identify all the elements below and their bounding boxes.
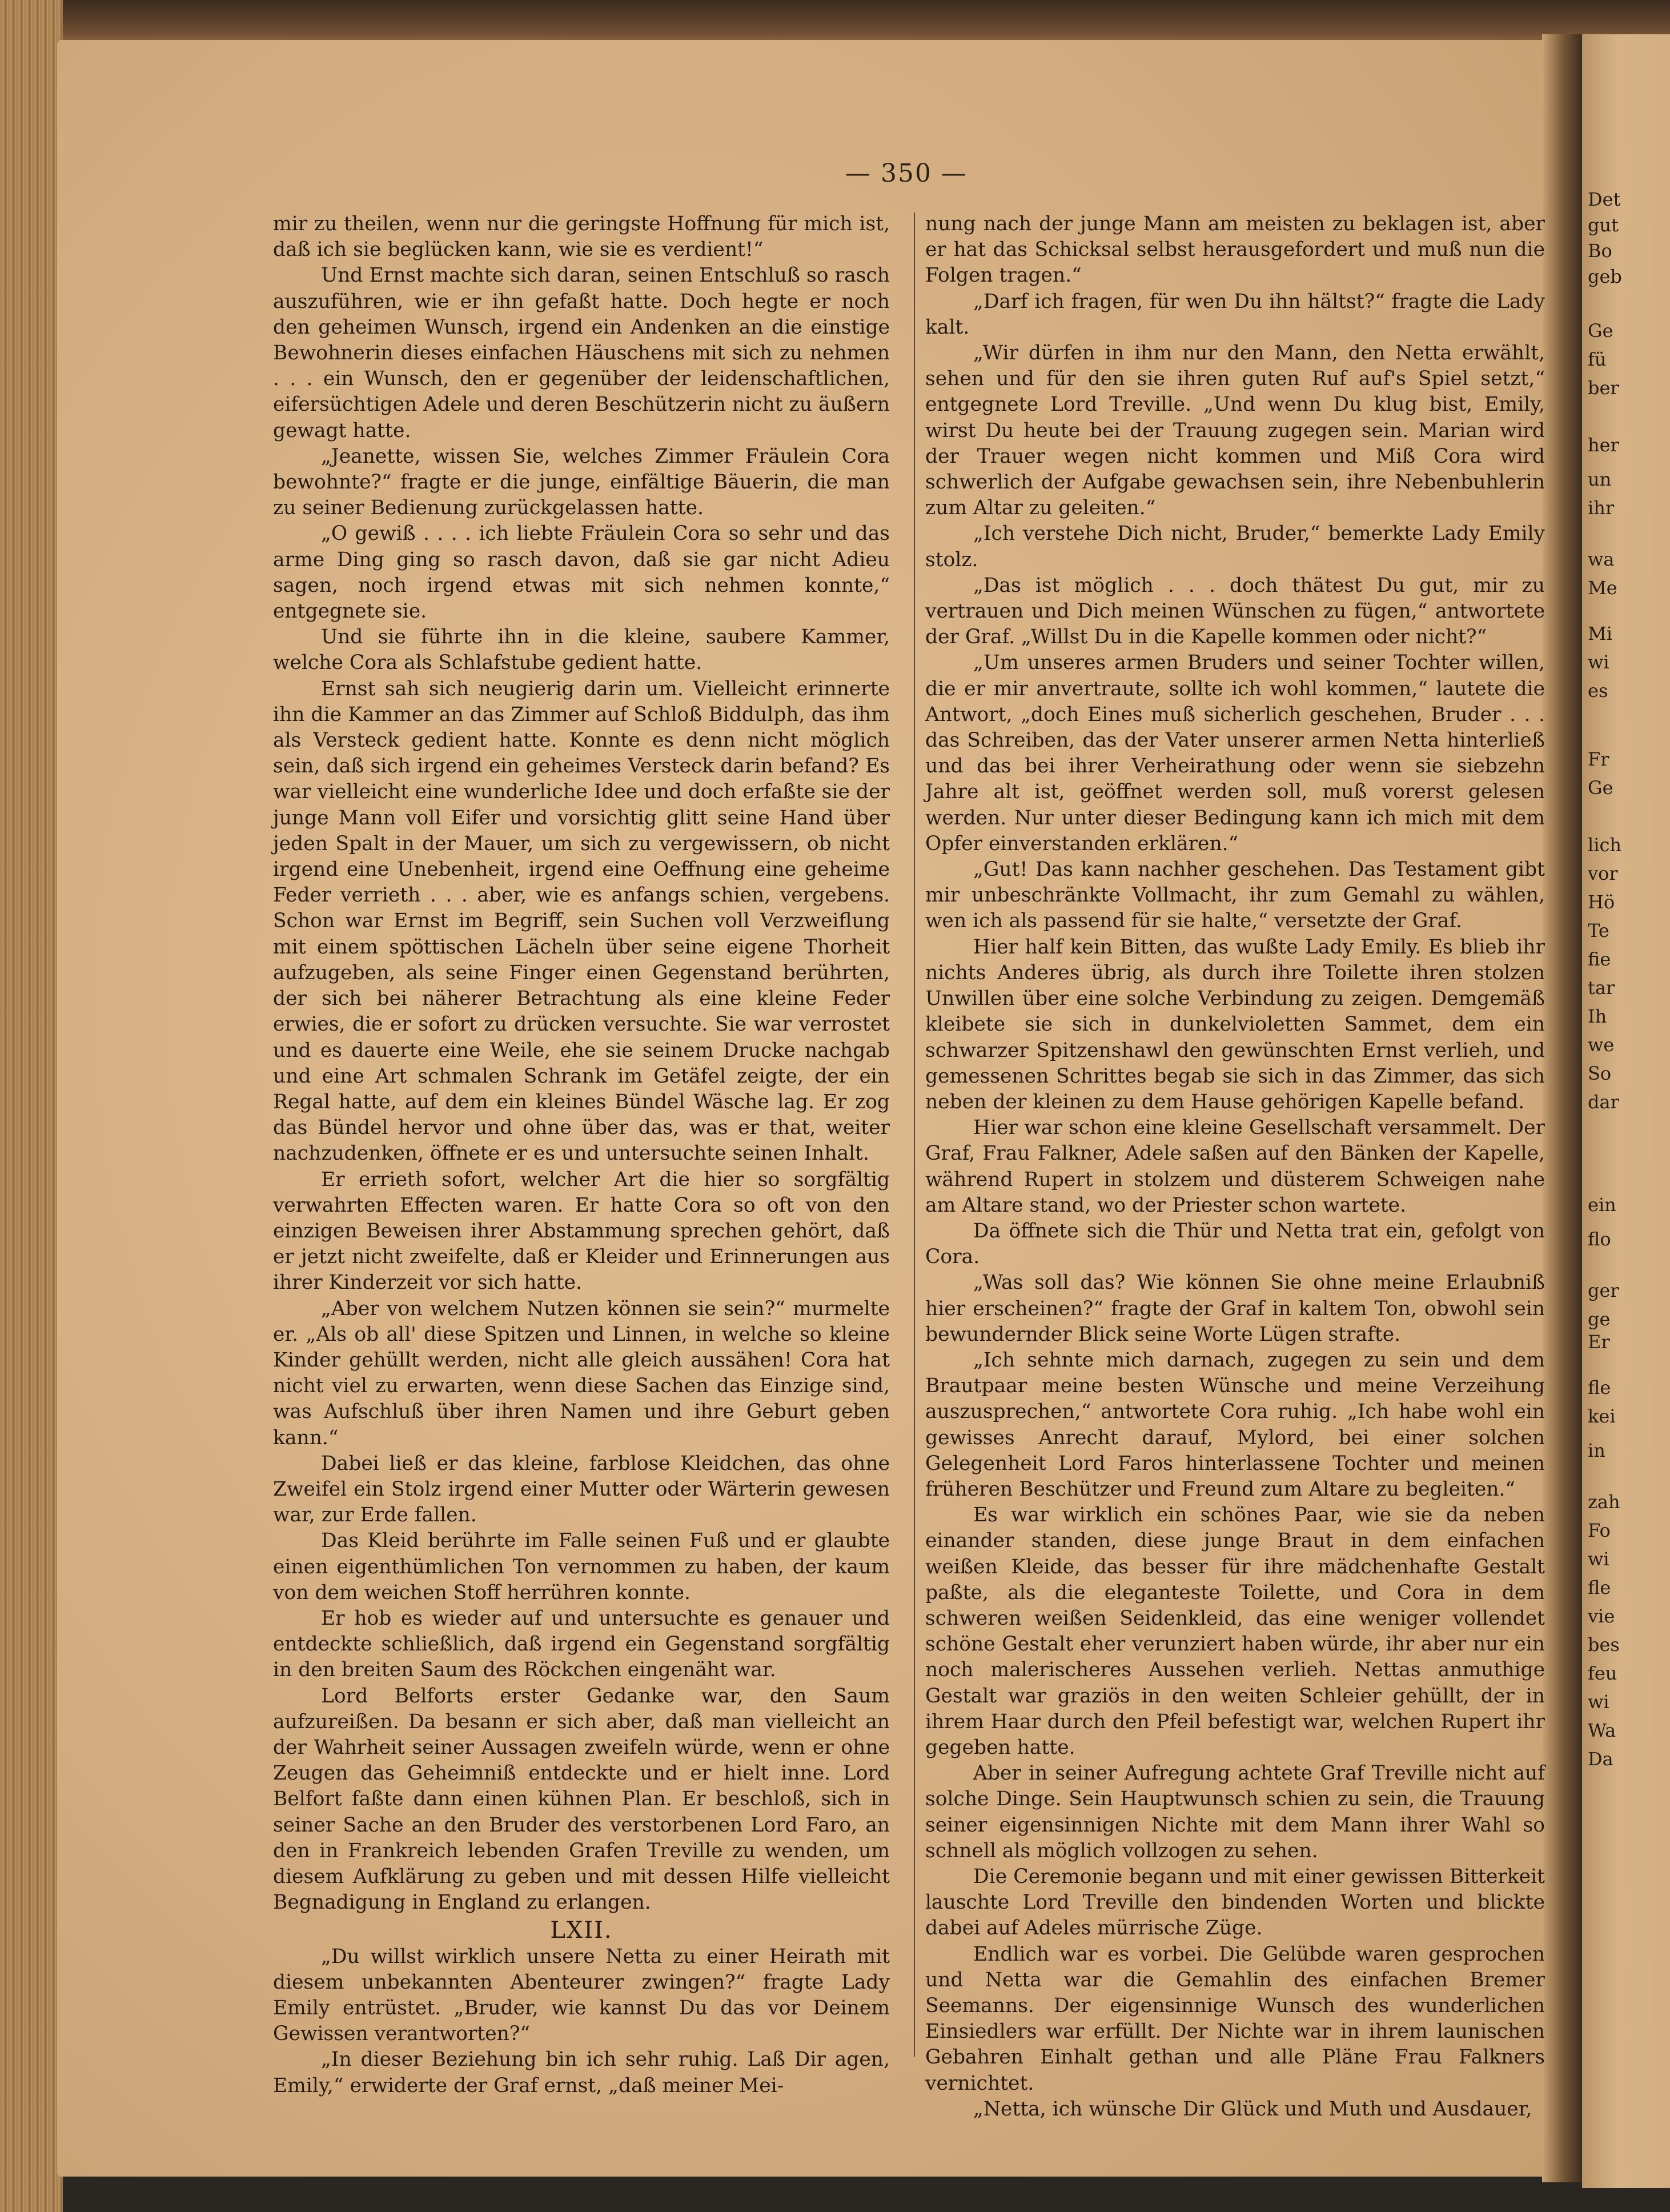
next-page-fragment: Da (1588, 1748, 1613, 1770)
paragraph: „Netta, ich wünsche Dir Glück und Muth und Ausdauer, (973, 2097, 1532, 2121)
paragraph: Dabei ließ er das kleine, farblose Kleidchen, das ohne Zweifel ein Stolz irgend einer Mutter oder Wärterin gewesen war, zur Erde fallen. (273, 1452, 890, 1527)
book-gutter (1542, 34, 1582, 2182)
paragraph: „Ich sehnte mich darnach, zugegen zu sein und dem Brautpaar meine besten Wünsche und meine Verzeihung auszusprechen,“ antwortete Cora ruhig. „Ich habe wohl ein gewisses Anrecht darauf, Mylord, bei einer solchen Gelegenheit Lord Faros hinterlassene Tochter und meinen früheren Beschützer und Freund zum Altare zu begleiten.“ (925, 1348, 1545, 1501)
next-page-fragment: Ih (1588, 1005, 1607, 1027)
next-page-fragment: Me (1588, 577, 1617, 599)
next-page-fragment: Wa (1588, 1720, 1616, 1741)
paragraph: „Das ist möglich . . . doch thätest Du gut, mir zu vertrauen und Dich meinen Wünschen zu fügen,“ antwortete der Graf. „Willst Du in die Kapelle kommen oder nicht?“ (925, 574, 1545, 649)
next-page-fragment: un (1588, 468, 1612, 490)
next-page-fragment: wi (1588, 1548, 1609, 1570)
next-page-fragment: wa (1588, 548, 1615, 570)
next-page-fragment: Hö (1588, 891, 1615, 913)
next-page-fragment: Det (1588, 189, 1621, 210)
paragraph: Und Ernst machte sich daran, seinen Entschluß so rasch auszuführen, wie er ihn gefaßt hatte. Doch hegte er noch den geheimen Wunsch, irgend ein Andenken an die einstige Bewohnerin dieses einfachen Häuschens mit sich zu nehmen . . . ein Wunsch, den er gegenüber der leidenschaftlichen, eifersüchtigen Adele und deren Beschützerin nicht zu äußern gewagt hatte. (273, 264, 890, 442)
next-page-fragment: fle (1588, 1377, 1611, 1398)
paragraph: „Ich verstehe Dich nicht, Bruder,“ bemerkte Lady Emily stolz. (925, 522, 1545, 571)
next-page-fragment: Mi (1588, 623, 1612, 644)
next-page-fragment: Fr (1588, 748, 1609, 770)
next-page-fragment: ein (1588, 1194, 1616, 1216)
next-page-fragment: es (1588, 680, 1608, 702)
next-page-fragment: fie (1588, 948, 1611, 970)
next-page-fragment: in (1588, 1440, 1605, 1461)
paragraph: Er errieth sofort, welcher Art die hier so sorgfältig verwahrten Effecten waren. Er hatte Cora so oft von den einzigen Beweisen ihrer Abstammung sprechen gehört, daß er jetzt nicht zweifelte, daß er Kleider und Erinnerungen aus ihrer Kinderzeit vor sich hatte. (273, 1168, 890, 1295)
paragraph: Das Kleid berührte im Falle seinen Fuß und er glaubte einen eigenthümlichen Ton vernommen zu haben, der kaum von dem weichen Stoff herrühren konnte. (273, 1529, 890, 1604)
next-page-fragment: zah (1588, 1491, 1620, 1513)
next-page-fragment: feu (1588, 1662, 1617, 1684)
paragraph: „Gut! Das kann nachher geschehen. Das Testament gibt mir unbeschränkte Vollmacht, ihr zum Gemahl zu wählen, wen ich als passend für sie halte,“ versetzte der Graf. (925, 858, 1545, 933)
next-page-fragment: fle (1588, 1577, 1611, 1598)
book-page-edges (0, 0, 63, 2212)
chapter-heading: LXII. (550, 1917, 613, 1944)
next-page-fragment: flo (1588, 1228, 1611, 1250)
paragraph: Es war wirklich ein schönes Paar, wie sie da neben einander standen, diese junge Braut in dem einfachen weißen Kleide, das besser für ihre mädchenhafte Gestalt paßte, als die eleganteste Toilette, und Cora in dem schweren weißen Seidenkleid, das eine weniger vollendet schöne Gestalt eher verunziert haben würde, ihr aber nur ein noch malerischeres Aussehen verlieh. Nettas anmuthige Gestalt war graziös in den weiten Schleier gehüllt, der in ihrem Haar durch den Pfeil befestigt war, welchen Rupert ihr gegeben hatte. (925, 1504, 1545, 1759)
paragraph: „Du willst wirklich unsere Netta zu einer Heirath mit diesem unbekannten Abenteurer zwingen?“ fragte Lady Emily entrüstet. „Bruder, wie kannst Du das vor Deinem Gewissen verantworten?“ (273, 1945, 890, 2046)
next-page-fragment: vie (1588, 1605, 1615, 1627)
next-page-fragment: vor (1588, 863, 1618, 884)
left-text-column (273, 211, 890, 2099)
next-page-fragment: fü (1588, 348, 1607, 370)
page-number: — 350 — (845, 159, 968, 188)
paragraph: Und sie führte ihn in die kleine, saubere Kammer, welche Cora als Schlafstube gedient hatte. (273, 626, 890, 675)
paragraph: „In dieser Beziehung bin ich sehr ruhig. Laß Dir agen, Emily,“ erwiderte der Graf ernst, „daß meiner Mei- (273, 2048, 890, 2097)
next-page-fragment: Te (1588, 920, 1609, 941)
next-page-fragment: ber (1588, 377, 1619, 399)
paragraph: Lord Belforts erster Gedanke war, den Saum aufzureißen. Da besann er sich aber, daß man vielleicht an der Wahrheit seiner Aussagen zweifeln würde, wenn er ohne Zeugen das Geheimniß entdeckte und er hielt inne. Lord Belfort faßte dann einen kühnen Plan. Er beschloß, sich in seiner Sache an den Bruder des verstorbenen Lord Faro, an den in Frankreich lebenden Grafen Treville zu wenden, um diesem Aufklärung zu geben und mit dessen Hilfe vielleicht Begnadigung in England zu erlangen. (273, 1684, 890, 1914)
next-page-fragment: ger (1588, 1280, 1619, 1301)
next-page-fragment: kei (1588, 1405, 1616, 1427)
paragraph: „Darf ich fragen, für wen Du ihn hältst?“ fragte die Lady kalt. (925, 290, 1545, 339)
next-page-edge (1582, 34, 1670, 2188)
paragraph: mir zu theilen, wenn nur die geringste Hoffnung für mich ist, daß ich sie beglücken kann, wie sie es verdient!“ (273, 213, 890, 262)
paragraph: nung nach der junge Mann am meisten zu beklagen ist, aber er hat das Schicksal selbst herausgefordert und muß nun die Folgen tragen.“ (925, 213, 1545, 287)
next-page-fragment: bes (1588, 1634, 1620, 1656)
paragraph: „Aber von welchem Nutzen können sie sein?“ murmelte er. „Als ob all' diese Spitzen und Linnen, in welche so kleine Kinder gehüllt werden, nicht alle gleich aussähen! Cora hat nicht viel zu erwarten, wenn diese Sachen das Einzige sind, was Aufschluß über ihren Namen und ihre Geburt geben kann.“ (273, 1297, 890, 1449)
next-page-fragment: ge (1588, 1308, 1611, 1330)
next-page-fragment: Er (1588, 1331, 1610, 1353)
next-page-fragment: Bo (1588, 240, 1612, 262)
next-page-fragment: Ge (1588, 320, 1613, 342)
next-page-fragment: gut (1588, 214, 1619, 236)
paragraph: Endlich war es vorbei. Die Gelübde waren gesprochen und Netta war die Gemahlin des einfachen Bremer Seemanns. Der eigensinnige Wunsch des wunderlichen Einsiedlers war erfüllt. Der Nichte war in ihrem launischen Gebahren Einhalt gethan und alle Pläne Frau Falkners vernichtet. (925, 1942, 1545, 2095)
next-page-fragment: geb (1588, 266, 1622, 287)
next-page-fragment: we (1588, 1034, 1615, 1056)
paragraph: Ernst sah sich neugierig darin um. Vielleicht erinnerte ihn die Kammer an das Zimmer auf Schloß Biddulph, das ihm als Versteck gedient hatte. Konnte es denn nicht möglich sein, daß sich irgend ein geheimes Versteck darin befand? Es war vielleicht eine wunderliche Idee und doch erfaßte sie der junge Mann voll Eifer und vorsichtig glitt seine Hand über jeden Spalt in der Mauer, um sich zu vergewissern, ob nicht irgend eine Unebenheit, irgend eine Oeffnung eine geheime Feder verrieth . . . aber, wie es anfangs schien, vergebens. Schon war Ernst im Begriff, sein Suchen voll Verzweiflung mit einem spöttischen Lächeln über seine eigene Thorheit aufzugeben, als seine Finger einen Gegenstand berührten, der sich bei näherer Betrachtung als eine kleine Feder erwies, die er sofort zu drücken versuchte. Sie war verrostet und es dauerte eine Weile, ehe sie seinem Drucke nachgab und eine Art schmalen Schrank im Getäfel zeigte, der ein Regal hatte, auf dem ein kleines Bündel Wäsche lag. Er zog das Bündel hervor und ohne über das, was er that, weiter nachzudenken, öffnete er es und untersuchte seinen Inhalt. (273, 677, 890, 1165)
paragraph: „O gewiß . . . . ich liebte Fräulein Cora so sehr und das arme Ding ging so rasch davon, daß sie gar nicht Adieu sagen, noch irgend etwas mit sich nehmen konnte,“ entgegnete sie. (273, 522, 890, 623)
paragraph: Die Ceremonie begann und mit einer gewissen Bitterkeit lauschte Lord Treville den bindenden Worten und blickte dabei auf Adeles mürrische Züge. (925, 1865, 1545, 1940)
paragraph: Da öffnete sich die Thür und Netta trat ein, gefolgt von Cora. (925, 1219, 1545, 1269)
paragraph: Aber in seiner Aufregung achtete Graf Treville nicht auf solche Dinge. Sein Hauptwunsch schien zu sein, die Trauung seiner eigensinnigen Nichte mit dem Mann ihrer Wahl so schnell als möglich vollzogen zu sehen. (925, 1762, 1545, 1862)
next-page-fragment: Ge (1588, 777, 1613, 799)
right-text-column (925, 211, 1545, 2122)
paragraph: Hier war schon eine kleine Gesellschaft versammelt. Der Graf, Frau Falkner, Adele saßen auf den Bänken der Kapelle, während Rupert in stolzem und düsterem Schweigen nahe am Altare stand, wo der Priester schon wartete. (925, 1116, 1545, 1217)
next-page-fragment: dar (1588, 1091, 1619, 1113)
next-page-fragment: her (1588, 434, 1619, 456)
next-page-fragment: wi (1588, 651, 1609, 673)
paragraph: „Wir dürfen in ihm nur den Mann, den Netta erwählt, sehen und für den sie ihren guten Ruf auf's Spiel setzt,“ entgegnete Lord Treville. „Und wenn Du klug bist, Emily, wirst Du heute bei der Trauung zugegen sein. Marian wird der Trauer wegen nicht kommen und Miß Cora wird schwerlich der Aufgabe gewachsen sein, ihre Nebenbuhlerin zum Altar zu geleiten.“ (925, 342, 1545, 520)
next-page-fragment: Fo (1588, 1520, 1611, 1541)
next-page-fragment: So (1588, 1063, 1612, 1084)
paragraph: Er hob es wieder auf und untersuchte es genauer und entdeckte schließlich, daß irgend ein Gegenstand sorgfältig in den breiten Saum des Röckchen eingenäht war. (273, 1606, 890, 1682)
paragraph: „Um unseres armen Bruders und seiner Tochter willen, die er mir anvertraute, sollte ich wohl kommen,“ lautete die Antwort, „doch Eines muß sicherlich geschehen, Bruder . . . das Schreiben, das der Vater unserer armen Netta hinterließ und das bei ihrer Verheirathung oder wenn sie siebzehn Jahre alt ist, geöffnet werden soll, muß vorerst gelesen werden. Nur unter dieser Bedingung kann ich mich mit dem Opfer einverstanden erklären.“ (925, 651, 1545, 855)
next-page-fragment: ihr (1588, 497, 1615, 519)
next-page-fragment: tar (1588, 977, 1615, 999)
paragraph: „Was soll das? Wie können Sie ohne meine Erlaubniß hier erscheinen?“ fragte der Graf in kaltem Ton, obwohl sein bewundernder Blick seine Worte Lügen strafte. (925, 1271, 1545, 1346)
next-page-fragment: wi (1588, 1691, 1609, 1713)
paragraph: „Jeanette, wissen Sie, welches Zimmer Fräulein Cora bewohnte?“ fragte er die junge, einfältige Bäuerin, die man zu seiner Bedienung zurückgelassen hatte. (273, 444, 890, 520)
next-page-fragment: lich (1588, 834, 1621, 856)
paragraph: Hier half kein Bitten, das wußte Lady Emily. Es blieb ihr nichts Anderes übrig, als durch ihre Toilette ihren stolzen Unwillen über eine solche Verbindung zu zeigen. Demgemäß kleibete sie sich in dunkelvioletten Sammet, dem ein schwarzer Spitzenshawl den gewünschten Ernst verlieh, und gemessenen Schrittes begab sie sich in das Zimmer, das sich neben der kleinen zu dem Hause gehörigen Kapelle befand. (925, 935, 1545, 1113)
column-divider (914, 213, 915, 2057)
